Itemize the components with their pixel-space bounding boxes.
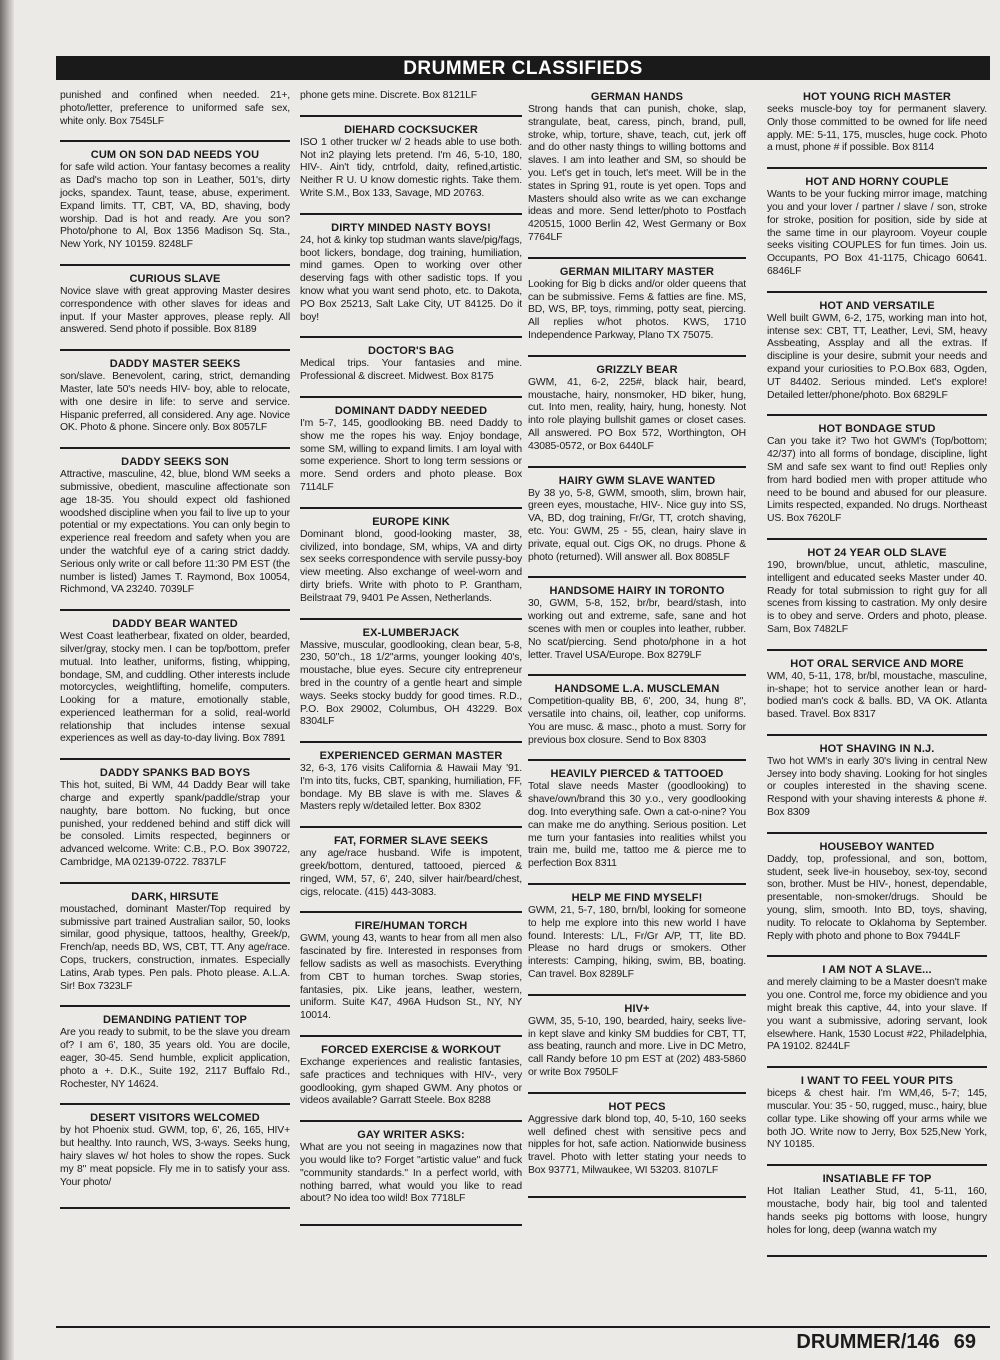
ad-body: Medical trips. Your fantasies and mine. Professional & discreet. Midwest. Box 8175 (300, 358, 522, 383)
ad-divider (300, 336, 522, 338)
classified-ad (300, 507, 522, 606)
ad-body: Novice slave with great approving Master desires correspondence with other slaves for ideas and input. If your Master approves, please reply. All answered. Send photo if possible. Box 8189 (60, 285, 290, 336)
ad-body: Exchange experiences and realistic fantasies, safe practices and techniques with HIV-, very goodlooking, gym shaped GWM. Any photos or videos available? Garratt Steele. Box 8288 (300, 1057, 522, 1107)
classified-ad (60, 882, 290, 994)
page-binding-edge (0, 0, 14, 1360)
column-end-divider (767, 1255, 987, 1257)
ad-body: 190, brown/blue, uncut, athletic, masculine, intelligent and educated seeks Master under 40. Ready for total submission to right guy for all scenes from kissing to castration. My only desire is to obey and serve. Orders and photo, please. Sam, Box 7482LF (767, 559, 987, 635)
ad-divider (300, 213, 522, 215)
ad-body: by hot Phoenix stud. GWM, top, 6', 26, 165, HIV+ but healthy. Into raunch, WS, 3-ways. Seeks hung, hairy slaves w/ hot holes to show the ropes. Suck my 8" meat popsicle. Fly me in to satisfy your ass. Your photo/ (60, 1125, 290, 1188)
ad-title: HIV+ (624, 1002, 650, 1015)
ad-title: I AM NOT A SLAVE... (822, 964, 932, 977)
classified-ad (300, 741, 522, 814)
ad-divider (767, 649, 987, 651)
ad-divider (767, 167, 987, 169)
classified-ad (528, 355, 746, 454)
ad-title: GRIZZLY BEAR (596, 363, 678, 376)
classified-ad (300, 336, 522, 384)
ad-title: HANDSOME L.A. MUSCLEMAN (554, 683, 720, 696)
classified-ad (528, 466, 746, 565)
ad-divider (300, 911, 522, 913)
classified-ad (767, 90, 987, 155)
ad-title: GERMAN MILITARY MASTER (559, 265, 715, 278)
ad-body: GWM, 41, 6-2, 225#, black hair, beard, moustache, hairy, nonsmoker, HD biker, hung, cut. Into men, reality, hairy, hung, honesty. Not into role playing bullshit games or closet cases. All answered. PO Box 572, Worthington, OH 43085-0572, or Box 6440LF (528, 376, 746, 452)
ad-divider (60, 609, 290, 611)
ad-title: HANDSOME HAIRY IN TORONTO (549, 585, 725, 598)
ad-divider (300, 1120, 522, 1122)
ad-body: ISO 1 other trucker w/ 2 heads able to use both. Not in2 playing lets pretend. I'm 46, 5-10, 180, HIV-. Ain't tidy, cntrfold, daity, refined,artistic. Neither R U. U know domestic rights. Take them. Write S.M., Box 133, Savage, MD 20763. (300, 136, 522, 199)
classified-ad (767, 291, 987, 403)
ad-divider (528, 576, 746, 578)
classified-ad (300, 115, 522, 201)
classified-ad (300, 90, 522, 103)
classified-ad (300, 1120, 522, 1206)
ad-divider (528, 257, 746, 259)
classified-ad (767, 167, 987, 279)
ad-title: DOMINANT DADDY NEEDED (334, 404, 488, 417)
ad-body: GWM, 35, 5-10, 190, bearded, hairy, seeks live-in kept slave and kinky SM buddies for CBT, TT, ass beating, raunch and more. Live in DC Metro, call Randy before 10 pm EST at (202) 483-5860 or write Box 7950LF (528, 1015, 746, 1079)
ad-divider (300, 115, 522, 117)
classified-ad (767, 832, 987, 944)
ad-divider (60, 349, 290, 351)
page-footer (782, 1331, 976, 1354)
ad-divider (300, 618, 522, 620)
classified-ad (767, 955, 987, 1054)
classified-ad (60, 1005, 290, 1091)
column-4 (767, 90, 987, 1257)
section-header: DRUMMER CLASSIFIEDS (56, 56, 990, 80)
ad-title: HOT 24 YEAR OLD SLAVE (807, 546, 947, 559)
ad-title: CURIOUS SLAVE (129, 272, 221, 285)
classified-ad (60, 609, 290, 746)
classified-ad (528, 883, 746, 982)
ad-title: DADDY SPANKS BAD BOYS (99, 767, 251, 780)
classified-ad (60, 90, 290, 128)
ad-body: This hot, suited, Bi WM, 44 Daddy Bear will take charge and expertly spank/paddle/strap your naughty, bare bottom. No fucking, but once punished, your reddened behind and stiff dick will be consoled. Limits respected, beginners or advanced welcome. Write: C.B., P.O. Box 390722, Cambridge, MA 02139-0722. 7837LF (60, 780, 290, 869)
ad-body: Dominant blond, good-looking master, 38, civilized, into bondage, SM, whips, VA and dirty sex seeks correspondence with servile pussy-boy view meeting. Also exchange of weel-worn and dirty briefs. Write with photo to P. Grantham, Beilstraat 79, 9401 Pe Assen, Netherlands. (300, 528, 522, 604)
ad-divider (60, 758, 290, 760)
ad-divider (60, 140, 290, 142)
column-1 (60, 90, 290, 1209)
column-end-divider (60, 1207, 290, 1209)
ad-body: 32, 6-3, 176 visits California & Hawaii May '91. I'm into tits, fucks, CBT, spanking, humiliation, FF, bondage. My BB slave is with me. Slaves & Masters reply w/detailed letter. Box 8302 (300, 763, 522, 813)
ad-divider (528, 355, 746, 357)
ad-title: FAT, FORMER SLAVE SEEKS (333, 835, 489, 848)
ad-title: I WANT TO FEEL YOUR PITS (800, 1075, 954, 1088)
ad-body: Massive, muscular, goodlooking, clean bear, 5-8, 230, 50"ch., 18 1/2"arms, younger looking 40's, moustache, blue eyes. Secure city entrepreneur bred in the country of a gentle heart and simple ways. Seeks stocky buddy for good times. R.D., P.O. Box 29002, Columbus, OH 43229. Box 8304LF (300, 639, 522, 728)
classified-ad (60, 349, 290, 435)
classified-ad (528, 994, 746, 1080)
ad-body: GWM, young 43, wants to hear from all men also fascinated by fire. Interested in responses from fellow sadists as well as masochists. Everything from CBT to human torches. Swap stories, fantasies, pix. Like jeans, leather, western, uniform. Suite K47, 496A Hudson St., NY, NY 10014. (300, 933, 522, 1022)
ad-title: HOT AND VERSATILE (819, 299, 935, 312)
ad-title: DESERT VISITORS WELCOMED (90, 1112, 260, 1125)
ad-body: Two hot WM's in early 30's living in central New Jersey into body shaving. Looking for hot singles or couples interested in the shaving scene. Respond with your shaving interests & phone #. Box 8309 (767, 755, 987, 819)
ad-body: and merely claiming to be a Master doesn't make you one. Control me, force my obidience and you might break this captive, 44, into your slave. If you want a submissive, adoring servant, look elsewhere. Hank, 1530 Locust #22, Philadelphia, PA 19102. 8244LF (767, 977, 987, 1053)
classified-ad (60, 140, 290, 252)
ad-divider (60, 1103, 290, 1105)
ad-divider (60, 882, 290, 884)
ad-body: Attractive, masculine, 42, blue, blond WM seeks a submissive, obedient, masculine affectionate son age 18-35. You should expect old fashioned woodshed discipline when you fail to live up to your potential or my expectations. You can only begin to experience real freedom and safety when you are under the watchful eye of a caring strict daddy. Serious only write or call before 11:30 PM EST (the number is listed) James T. Raymond, Box 10054, Richmond, VA 23240. 7039LF (60, 469, 290, 596)
ad-body: Total slave needs Master (goodlooking) to shave/own/brand this 30 y.o., very goodlooking dog. Into everything safe. Own a cat-o-nine? You can make me do anything. Serious position. Let me turn your fantasies into realities whilst you train me, build me, tattoo me & pierce me to perfection Box 8311 (528, 781, 746, 870)
ad-title: DEMANDING PATIENT TOP (103, 1014, 247, 1027)
ad-title: HOUSEBOY WANTED (819, 840, 935, 853)
classified-ad (767, 1066, 987, 1152)
ad-divider (528, 883, 746, 885)
classified-ad (300, 396, 522, 495)
ad-title: GAY WRITER ASKS: (357, 1129, 465, 1142)
ad-body: son/slave. Benevolent, caring, strict, demanding Master, late 50's needs HIV- boy, able to relocate, with one desire in life: to serve and service. Hispanic preferred, all considered. Any age. Novice OK. Photo & phone. Sincere only. Box 8057LF (60, 371, 290, 434)
ad-title: HAIRY GWM SLAVE WANTED (558, 474, 716, 487)
ad-title: FIRE/HUMAN TORCH (354, 920, 468, 933)
ad-body: 24, hot & kinky top studman wants slave/pig/fags, boot lickers, bondage, dog training, humiliation, mind games. Open to working over other deserving fags with other sadistic tops. If you know what you want send photo, etc. to Dakota, PO Box 25213, Salt Lake City, UT 84125. Do it boy! (300, 234, 522, 323)
ad-divider (528, 759, 746, 761)
classified-ad (767, 1164, 987, 1237)
classified-ad (300, 826, 522, 899)
ad-title: HOT BONDAGE STUD (818, 423, 936, 436)
ad-divider (300, 507, 522, 509)
page-number: 69 (953, 1331, 976, 1353)
ad-body: Looking for Big b dicks and/or older queens that can be submissive. Fems & fatties are fine. MS, BD, WS, BP, toys, rimming, potty seat, piercing. All replies w/hot photos. KWS, 1710 Independence Parkway, Plano TX 75075. (528, 278, 746, 341)
ad-body: By 38 yo, 5-8, GWM, smooth, slim, brown hair, green eyes, moustache, HIV-. Nice guy into SS, VA, BD, dog training, Fr/Gr, TT, crotch shaving, etc. You: GWM, 25 - 55, clean, hairy slave in private, equal out. Cigs OK, no drugs. Phone & photo (returned). Will answer all. Box 8085LF (528, 487, 746, 563)
classified-ad (528, 759, 746, 871)
ad-body: WM, 40, 5-11, 178, br/bl, moustache, masculine, in-shape; hot to service another lean or hard-bodied man's cock & balls. BD, VA OK. Atlanta based. Travel. Box 8317 (767, 670, 987, 721)
ad-title: HEAVILY PIERCED & TATTOOED (550, 768, 724, 781)
ad-body: moustached, dominant Master/Top required by submissive part trained Australian sailor, 50, looks similar, good physique, tattoos, healthy, Greek/p, French/ap, needs BD, WS, CBT, TT. Any age/race. Cops, truckers, construction, inmates. Especially Latins, Arab types. Pen pals. Photo please. A.L.A. Sir! Box 7323LF (60, 903, 290, 992)
column-2 (300, 90, 522, 1226)
ad-body: I'm 5-7, 145, goodlooking BB. need Daddy to show me the ropes his way. Enjoy bondage, some SM, willing to expand limits. I am loyal with some experience. Short to long term sessions or more. Send orders and photo please. Box 7114LF (300, 417, 522, 493)
ad-title: EXPERIENCED GERMAN MASTER (319, 750, 503, 763)
classified-ad (767, 414, 987, 526)
ad-body: Can you take it? Two hot GWM's (Top/bottom; 42/37) into all forms of bondage, discipline, light SM and safe sex want to find out! Replies only from hard bodied men with proper attitude who need to be bound and abused for our pleasure. Limits respected, expanded. No drugs. Northeast US. Box 7620LF (767, 436, 987, 525)
ad-body: Are you ready to submit, to be the slave you dream of? I am 6', 180, 35 years old. You are docile, eager, 30-45. Send humble, explicit application, photo a +. D.K., Suite 192, 2117 Buffalo Rd., Rochester, NY 14624. (60, 1027, 290, 1090)
ad-divider (767, 538, 987, 540)
ad-divider (528, 1092, 746, 1094)
ad-divider (528, 994, 746, 996)
column-3 (528, 90, 746, 1198)
ad-title: HOT AND HORNY COUPLE (805, 176, 949, 189)
ad-body: seeks muscle-boy toy for permanent slavery. Only those committed to be owned for life need apply. ME: 5-11, 175, muscles, huge cock. Photo a must, phone # if possible. Box 8114 (767, 104, 987, 154)
classified-ad (767, 734, 987, 820)
ad-body: Competition-quality BB, 6', 200, 34, hung 8", versatile into chains, oil, leather, cop uniforms. You are musc. & masc., photo a must. Sorry for previous box closure. Send to Box 8303 (528, 696, 746, 746)
ad-title: HOT YOUNG RICH MASTER (803, 91, 951, 103)
classified-ad (528, 90, 746, 245)
ad-title: HOT PECS (608, 1100, 666, 1113)
ad-title: INSATIABLE FF TOP (822, 1173, 932, 1186)
ad-divider (767, 414, 987, 416)
classified-ad (60, 447, 290, 597)
ad-body: Wants to be your fucking mirror image, matching you and your lover / partner / slave / son, stroke for stroke, position for position, side by side at the same time in our playroom. Voyeur couple seeks visiting COUPLES for fun times. Join us. Occupants, PO Box 41-1175, Chicago 60641. 6846LF (767, 189, 987, 277)
ad-title: DADDY SEEKS SON (121, 456, 229, 469)
ad-divider (300, 741, 522, 743)
ad-title: HELP ME FIND MYSELF! (571, 892, 703, 905)
ad-divider (300, 396, 522, 398)
ad-body: phone gets mine. Discrete. Box 8121LF (300, 90, 477, 101)
classified-ad (767, 538, 987, 637)
ad-body: What are you not seeing in magazines now that you would like to? Forget "artistic value" and fuck "community standards." In a perfect world, with nothing barred, what would you like to read about? No idea too wild! Box 7718LF (300, 1142, 522, 1205)
classified-ad (528, 674, 746, 747)
classified-ad (60, 264, 290, 337)
classified-ad (300, 618, 522, 730)
ad-divider (60, 1005, 290, 1007)
ad-title: EX-LUMBERJACK (362, 626, 460, 639)
classified-ad (767, 649, 987, 722)
ad-body: Daddy, top, professional, and son, bottom, student, seek live-in houseboy, sex-toy, second son, brother. Must be HIV-, honest, dependable, presentable, non-smoker/drugs. Should be young, slim, smooth. Into BD, toys, shaving, nudity. To relocate to Oklahoma by September. Reply with photo and phone to Box 7944LF (767, 853, 987, 942)
ad-body: any age/race husband. Wife is impotent, greek/bottom, dentured, tattooed, pierced & ringed, WM, 57, 6', 240, silver hair/beard/chest, cigs, relocate. (415) 443-3083. (300, 848, 522, 898)
classified-ad (60, 1103, 290, 1189)
ad-divider (767, 1164, 987, 1166)
classified-ad (528, 1092, 746, 1178)
ad-body: punished and confined when needed. 21+, photo/letter, preference to uniformed safe sex, white only. Box 7545LF (60, 90, 290, 127)
ad-divider (528, 674, 746, 676)
classified-ad (528, 576, 746, 662)
ad-body: for safe wild action. Your fantasy becomes a reality as Dad's macho top son in Leather, 501's, dirty jocks, spandex. Taunt, tease, abuse, experiment. Expand limits. TT, CBT, VA, BD, shaving, body worship. Dad is hot and ready. Are you son? Photo/phone to Al, Box 1356 Madison Sq. Sta., New York, NY 10159. 8248LF (60, 162, 290, 251)
ad-divider (60, 264, 290, 266)
ad-title: DADDY BEAR WANTED (112, 618, 238, 631)
classified-ad (300, 911, 522, 1023)
ad-title: FORCED EXERCISE & WORKOUT (321, 1044, 501, 1057)
ad-divider (767, 832, 987, 834)
ad-body: Aggressive dark blond top, 40, 5-10, 160 seeks well defined chest with sensitive pecs and nipples for hot, safe action. Nationwide business travel. Photo with letter stating your needs to Box 93771, Milwaukee, WI 53203. 8107LF (528, 1113, 746, 1177)
classified-ad (528, 257, 746, 343)
ad-title: DADDY MASTER SEEKS (109, 358, 241, 371)
bottom-divider (56, 1326, 990, 1328)
ad-body: West Coast leatherbear, fixated on older, bearded, silver/gray, stocky men. I can be top/bottom, prefer mutual. Into leather, uniforms, fisting, whipping, bondage, SM, and cuddling. Other interests include motorcycles, weightlifting, homelife, computers. Looking for a mature, emotionally stable, experienced leatherman for a solid, real-world relationship that includes intense sexual experiences as well as day-to-day living. Box 7891 (60, 631, 290, 745)
classified-ad (300, 1035, 522, 1108)
ad-title: GERMAN HANDS (590, 91, 684, 103)
ad-divider (767, 1066, 987, 1068)
ad-title: DIEHARD COCKSUCKER (344, 123, 478, 136)
ad-body: biceps & chest hair. I'm WM,46, 5-7; 145, muscular. You: 35 - 50, rugged, musc., hairy, blue collar type. Like showing off your arms while we both JO. Write now to Jerry, Box 525,New York, NY 10185. (767, 1088, 987, 1151)
ad-title: EUROPE KINK (372, 515, 450, 528)
ad-divider (767, 291, 987, 293)
ad-divider (300, 1035, 522, 1037)
classified-ad (300, 213, 522, 325)
ad-divider (767, 955, 987, 957)
column-end-divider (300, 1224, 522, 1226)
column-end-divider (528, 1196, 746, 1198)
classified-ad (60, 758, 290, 870)
ad-divider (767, 734, 987, 736)
magazine-issue: DRUMMER/146 (796, 1331, 940, 1353)
ad-title: DIRTY MINDED NASTY BOYS! (331, 221, 491, 234)
ad-body: Strong hands that can punish, choke, slap, strangulate, beat, caress, pinch, brand, pull, stroke, whip, torture, shave, teach, cut, jerk off and do other nasty things to willing bottoms and slaves. I am into leather and SM, so should be you. Let's get in touch, let's meet. Will be in the states in Spring 91, route is yet open. Tops and Masters should also write as we can exchange ideas and more. Send letter/photo to Postfach 420515, 1000 Berlin 42, West Germany or Box 7764LF (528, 104, 746, 243)
ad-body: GWM, 21, 5-7, 180, brn/bl, looking for someone to help me explore into this new world I have found. Interests: L/L, Fr/Gr A/P, TT, lite BD. Please no hard drugs or smokers. Other interests: Camping, hiking, swim, BB, boating. Can travel. Box 8289LF (528, 905, 746, 981)
ad-title: DARK, HIRSUTE (131, 890, 219, 903)
ad-title: HOT SHAVING IN N.J. (819, 742, 935, 755)
ad-divider (300, 826, 522, 828)
ad-title: CUM ON SON DAD NEEDS YOU (90, 149, 260, 162)
ad-divider (60, 447, 290, 449)
ad-body: Hot Italian Leather Stud, 41, 5-11, 160, moustache, body hair, big tool and talented hands seeks pig bottoms with loose, hungry holes for long, deep (wanna watch my (767, 1186, 987, 1236)
ad-body: 30, GWM, 5-8, 152, br/br, beard/stash, into working out and extreme, safe, sane and hot scenes with men or couples into leather, rubber. No scat/piercing. Send photo/phone in a hot letter. Travel USA/Europe. Box 8279LF (528, 598, 746, 661)
ad-title: HOT ORAL SERVICE AND MORE (790, 657, 964, 670)
ad-title: DOCTOR'S BAG (367, 345, 455, 358)
ad-body: Well built GWM, 6-2, 175, working man into hot, intense sex: CBT, TT, Leather, Levi, SM, heavy Assbeating, Assplay and all the extras. If discipline is your desire, submit your needs and expand your curiosities to P.O.Box 683, Ogden, UT 84402. Serious minded. Let's explore! Detailed letter/phone/photo. Box 6829LF (767, 312, 987, 401)
ad-divider (528, 466, 746, 468)
